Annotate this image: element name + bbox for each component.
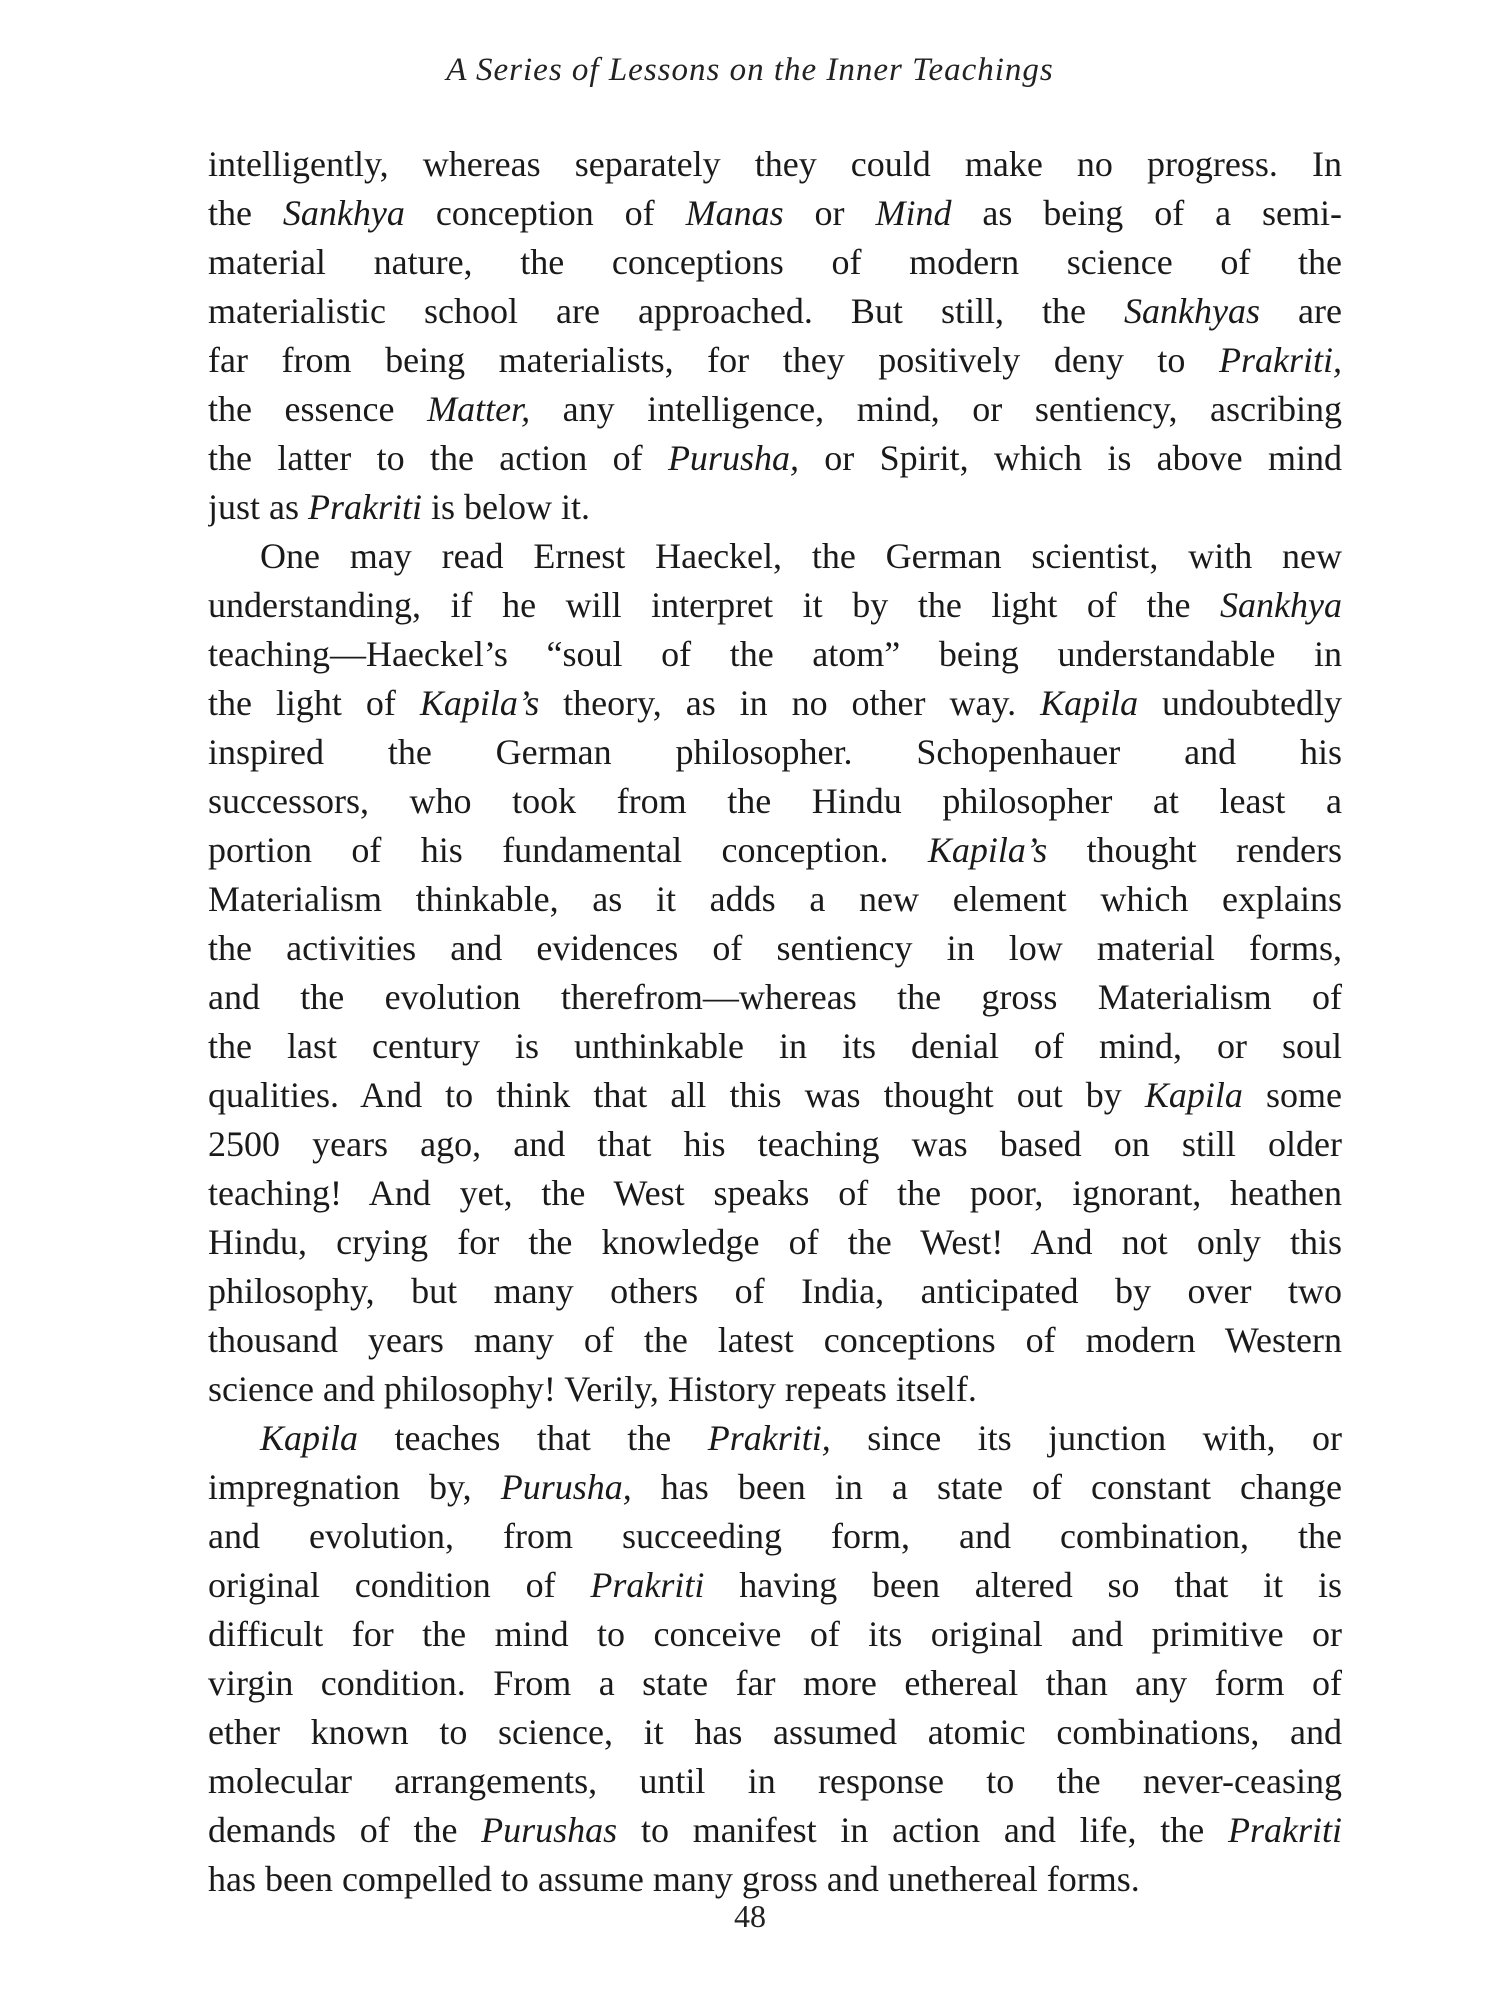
text-line <box>208 1414 1342 1463</box>
text-run: successors, who took from the Hindu philosopher at least a <box>208 781 1342 821</box>
italic-term: Prakriti <box>308 487 423 527</box>
italic-term: Prakriti, <box>707 1418 831 1458</box>
text-run: undoubtedly <box>1138 683 1342 723</box>
paragraph <box>208 140 1342 532</box>
text-run: thousand years many of the latest conceptions of modern Western <box>208 1320 1342 1360</box>
text-line <box>208 1610 1342 1659</box>
text-line <box>208 728 1342 777</box>
text-run: the <box>208 193 283 233</box>
text-run: teaches that the <box>358 1418 708 1458</box>
text-line <box>208 1071 1342 1120</box>
text-line <box>208 1561 1342 1610</box>
text-line <box>208 1022 1342 1071</box>
text-run: understanding, if he will interpret it by the light of the <box>208 585 1221 625</box>
text-run: demands of the <box>208 1810 482 1850</box>
text-run: or Spirit, which is above mind <box>798 438 1342 478</box>
italic-term: Purushas <box>481 1810 618 1850</box>
italic-term: Prakriti <box>1228 1810 1342 1850</box>
italic-term: Matter, <box>427 389 531 429</box>
text-line <box>208 1708 1342 1757</box>
text-run: qualities. And to think that all this was thought out by <box>208 1075 1145 1115</box>
text-line <box>208 434 1342 483</box>
text-run: are <box>1260 291 1342 331</box>
text-run: portion of his fundamental conception. <box>208 830 928 870</box>
text-line <box>208 385 1342 434</box>
text-line <box>208 1463 1342 1512</box>
text-line <box>208 1365 1342 1414</box>
text-run: as being of a semi- <box>951 193 1342 233</box>
paragraph <box>208 532 1342 1414</box>
italic-term: Kapila <box>260 1418 359 1458</box>
body-text <box>208 140 1342 1904</box>
text-run: just as <box>208 487 309 527</box>
text-run: theory, as in no other way. <box>539 683 1041 723</box>
text-run: the light of <box>208 683 420 723</box>
text-line <box>208 1659 1342 1708</box>
text-run: materialistic school are approached. But still, the <box>208 291 1125 331</box>
text-run: intelligently, whereas separately they could make no progress. In <box>208 144 1342 184</box>
text-run: has been in a state of constant change <box>631 1467 1342 1507</box>
text-run: having been altered so that it is <box>704 1565 1342 1605</box>
italic-term: Kapila’s <box>419 683 540 723</box>
italic-term: Sankhya <box>1220 585 1342 625</box>
text-run: impregnation by, <box>208 1467 501 1507</box>
text-line <box>208 1806 1342 1855</box>
text-run: the essence <box>208 389 428 429</box>
paragraph <box>208 1414 1342 1904</box>
text-run: Hindu, crying for the knowledge of the West! And not only this <box>208 1222 1342 1262</box>
text-run: thought renders <box>1047 830 1342 870</box>
text-run: molecular arrangements, until in response to the never-ceasing <box>208 1761 1342 1801</box>
italic-term: Manas <box>685 193 784 233</box>
text-run: to manifest in action and life, the <box>617 1810 1229 1850</box>
text-run: since its junction with, or <box>830 1418 1342 1458</box>
italic-term: Sankhya <box>282 193 405 233</box>
text-run: or <box>783 193 876 233</box>
text-run: inspired the German philosopher. Schopenhauer and his <box>208 732 1342 772</box>
text-line <box>208 630 1342 679</box>
text-run: is below it. <box>422 487 591 527</box>
text-line <box>208 924 1342 973</box>
text-line <box>208 777 1342 826</box>
text-run: philosophy, but many others of India, anticipated by over two <box>208 1271 1342 1311</box>
text-run: far from being materialists, for they positively deny to <box>208 340 1219 380</box>
text-line <box>208 336 1342 385</box>
text-run: material nature, the conceptions of modern science of the <box>208 242 1342 282</box>
text-run: the activities and evidences of sentiency in low material forms, <box>208 928 1342 968</box>
text-run: and the evolution therefrom—whereas the gross Materialism of <box>208 977 1342 1017</box>
text-line <box>208 1218 1342 1267</box>
text-line <box>208 1855 1342 1904</box>
text-run: the latter to the action of <box>208 438 668 478</box>
italic-term: Prakriti <box>590 1565 705 1605</box>
text-line <box>208 1757 1342 1806</box>
text-run: ether known to science, it has assumed atomic combinations, and <box>208 1712 1342 1752</box>
italic-term: Mind <box>875 193 952 233</box>
text-line <box>208 1267 1342 1316</box>
text-line <box>208 238 1342 287</box>
text-run: teaching—Haeckel’s “soul of the atom” being understandable in <box>208 634 1342 674</box>
text-run: and evolution, from succeeding form, and combination, the <box>208 1516 1342 1556</box>
text-line <box>208 1169 1342 1218</box>
italic-term: Kapila <box>1040 683 1139 723</box>
text-run: science and philosophy! Verily, History repeats itself. <box>208 1369 977 1409</box>
text-run: has been compelled to assume many gross and unethereal forms. <box>208 1859 1140 1899</box>
text-line <box>208 1512 1342 1561</box>
text-line <box>208 140 1342 189</box>
text-run: One may read Ernest Haeckel, the German scientist, with new <box>260 536 1342 576</box>
text-line <box>208 1316 1342 1365</box>
text-run: original condition of <box>208 1565 591 1605</box>
text-line <box>208 287 1342 336</box>
italic-term: Kapila’s <box>927 830 1048 870</box>
text-run: conception of <box>404 193 686 233</box>
italic-term: Prakriti, <box>1219 340 1342 380</box>
text-line <box>208 875 1342 924</box>
text-run: the last century is unthinkable in its denial of mind, or soul <box>208 1026 1342 1066</box>
italic-term: Sankhyas <box>1124 291 1261 331</box>
text-line <box>208 189 1342 238</box>
text-line <box>208 483 1342 532</box>
text-line <box>208 532 1342 581</box>
text-line <box>208 679 1342 728</box>
page-number: 48 <box>734 1898 766 1934</box>
text-run: virgin condition. From a state far more ethereal than any form of <box>208 1663 1342 1703</box>
text-run: difficult for the mind to conceive of its original and primitive or <box>208 1614 1342 1654</box>
text-run: teaching! And yet, the West speaks of the poor, ignorant, heathen <box>208 1173 1342 1213</box>
text-line <box>208 973 1342 1022</box>
text-run: Materialism thinkable, as it adds a new element which explains <box>208 879 1342 919</box>
text-run: some <box>1242 1075 1342 1115</box>
text-run: 2500 years ago, and that his teaching was based on still older <box>208 1124 1342 1164</box>
text-line <box>208 1120 1342 1169</box>
text-run: any intelligence, mind, or sentiency, ascribing <box>530 389 1342 429</box>
text-line <box>208 826 1342 875</box>
running-head: A Series of Lessons on the Inner Teachings <box>446 52 1054 88</box>
italic-term: Purusha, <box>667 438 799 478</box>
italic-term: Kapila <box>1144 1075 1243 1115</box>
italic-term: Purusha, <box>500 1467 632 1507</box>
text-line <box>208 581 1342 630</box>
